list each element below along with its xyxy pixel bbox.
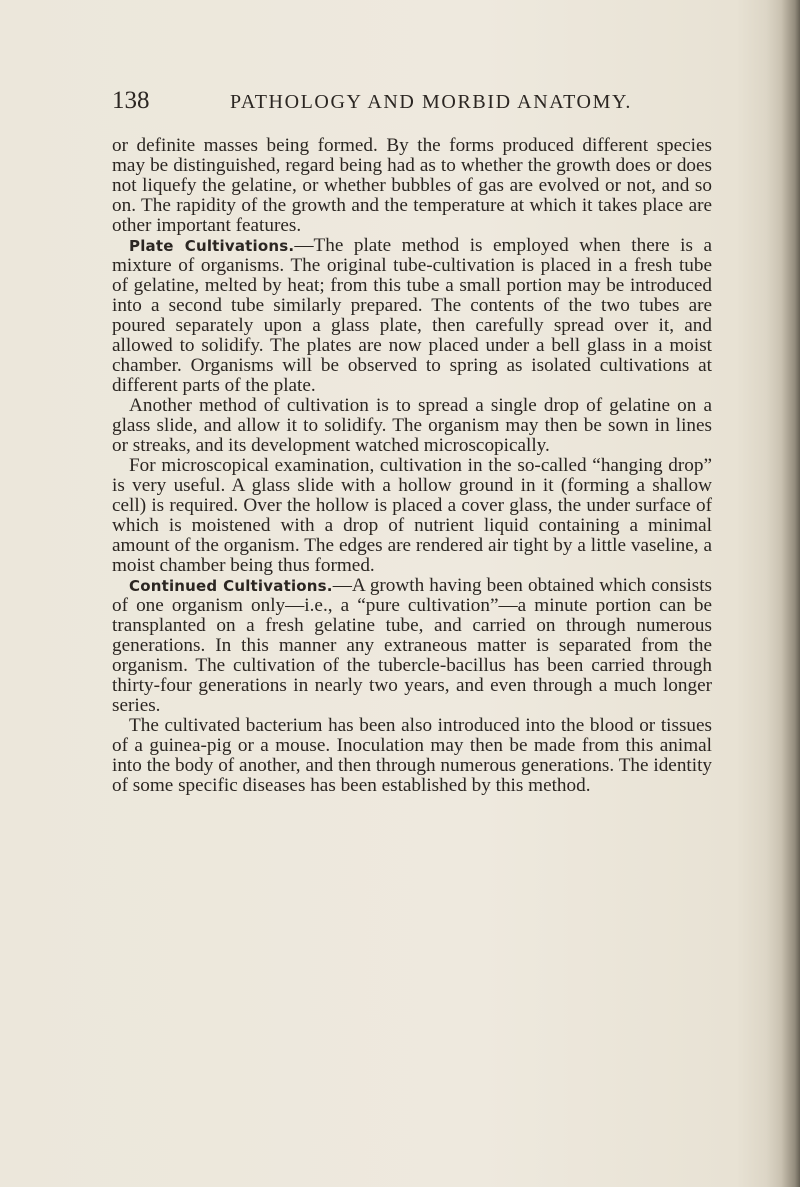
paragraph-slide-method [112,396,712,456]
page-number: 138 [112,87,150,114]
running-title: PATHOLOGY AND MORBID ANATOMY. [230,91,633,113]
section-heading-continued-cultivations: Continued Cultivations. [129,577,333,595]
paragraph-intro [112,136,712,236]
page-body [112,136,712,796]
paragraph-continued-cultivations [112,576,712,716]
page-gutter-shadow [766,0,800,1187]
paragraph-text: The cultivated bacterium has been also introduced into the blood or tissues of a guinea-pig or a mouse. Inoculation may then be made from this animal into the body of another, and then through numerous generations. The identity of some specific diseases has been established by this method. [112,715,712,796]
paragraph-plate-cultivations [112,236,712,396]
paragraph-text: For microscopical examination, cultivation in the so-called “hanging drop” is very useful. A glass slide with a hollow ground in it (forming a shallow cell) is required. Over the hollow is placed a cover glass, the under surface of which is moistened with a drop of nutrient liquid containing a minimal amount of the organism. The edges are rendered air tight by a little vaseline, a moist chamber being thus formed. [112,455,712,576]
paragraph-text: Another method of cultivation is to spread a single drop of gelatine on a glass slide, and allow it to solidify. The organism may then be sown in lines or streaks, and its development watched microscopically. [112,395,712,456]
page-header [112,86,712,116]
paragraph-text: —A growth having been obtained which consists of one organism only—i.e., a “pure cultivation”—a minute portion can be transplanted on a fresh gelatine tube, and carried on through numerous generations. In this manner any extraneous matter is separated from the organism. The cultivation of the tubercle-bacillus has been carried through thirty-four generations in nearly two years, and even through a much longer series. [112,575,713,716]
paragraph-text: —The plate method is employed when there is a mixture of organisms. The original tube-cultivation is placed in a fresh tube of gelatine, melted by heat; from this tube a small portion may be introduced into a second tube similarly prepared. The contents of the two tubes are poured separately upon a glass plate, then carefully spread over it, and allowed to solidify. The plates are now placed under a bell glass in a moist chamber. Organisms will be observed to spring as isolated cultivations at different parts of the plate. [112,235,712,396]
paragraph-hanging-drop [112,456,712,576]
section-heading-plate-cultivations: Plate Cultivations. [129,237,295,255]
paragraph-text: or definite masses being formed. By the forms produced different species may be distinguished, regard being had as to whether the growth does or does not liquefy the gelatine, or whether bubbles of gas are evolved or not, and so on. The rapidity of the growth and the temperature at which it takes place are other important features. [112,135,712,236]
paragraph-inoculation [112,716,712,796]
